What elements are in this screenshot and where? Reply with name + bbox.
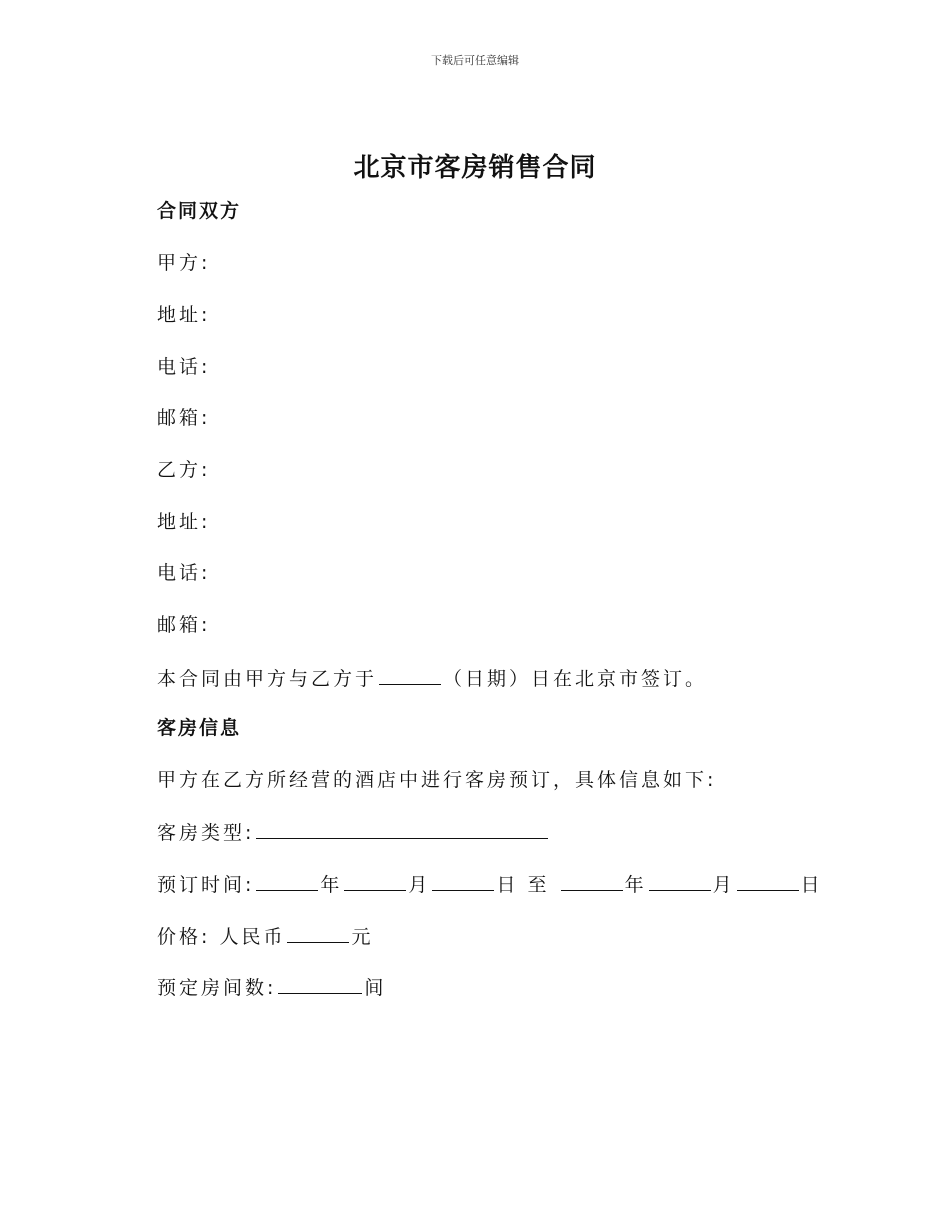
booking-time-label: 预订时间:: [157, 874, 255, 896]
end-year-unit: 年: [624, 874, 647, 896]
signing-text-before: 本合同由甲方与乙方于: [157, 668, 378, 690]
end-month-blank: [649, 870, 711, 891]
section-heading-room-info: 客房信息: [157, 717, 242, 739]
party-a-email-label: 邮箱:: [157, 407, 211, 429]
room-count-unit: 间: [364, 977, 387, 999]
party-a-address-label: 地址:: [157, 304, 211, 326]
price-line: [157, 922, 373, 950]
price-blank: [287, 922, 349, 943]
header-note: 下载后可任意编辑: [431, 54, 519, 67]
room-count-label: 预定房间数:: [157, 977, 277, 999]
room-count-blank: [278, 973, 362, 994]
room-type-label: 客房类型:: [157, 822, 255, 844]
signing-text-after: （日期）日在北京市签订。: [443, 668, 708, 690]
room-type-blank: [256, 818, 548, 839]
start-day-blank: [432, 870, 494, 891]
section-heading-parties: 合同双方: [157, 200, 242, 222]
room-type-line: [157, 818, 550, 846]
signing-statement: [157, 664, 707, 692]
end-year-blank: [561, 870, 623, 891]
party-b-address-label: 地址:: [157, 511, 211, 533]
price-unit: 元: [351, 926, 374, 948]
party-b-phone-label: 电话:: [157, 562, 211, 584]
start-month-blank: [344, 870, 406, 891]
end-month-unit: 月: [712, 874, 735, 896]
document-title: 北京市客房销售合同: [353, 153, 597, 183]
party-a-label: 甲方:: [157, 252, 211, 274]
party-a-phone-label: 电话:: [157, 356, 211, 378]
room-info-intro: 甲方在乙方所经营的酒店中进行客房预订，具体信息如下:: [157, 769, 717, 791]
start-year-blank: [256, 870, 318, 891]
end-day-blank: [737, 870, 799, 891]
start-year-unit: 年: [320, 874, 343, 896]
end-day-unit: 日: [800, 874, 823, 896]
start-day-unit: 日: [496, 874, 519, 896]
price-label: 价格: 人民币: [157, 926, 286, 948]
room-count-line: [157, 973, 386, 1001]
signing-date-blank: [379, 664, 441, 685]
party-b-email-label: 邮箱:: [157, 614, 211, 636]
booking-time-line: [157, 870, 823, 898]
party-b-label: 乙方:: [157, 459, 211, 481]
start-month-unit: 月: [408, 874, 431, 896]
to-word: 至: [527, 874, 550, 896]
